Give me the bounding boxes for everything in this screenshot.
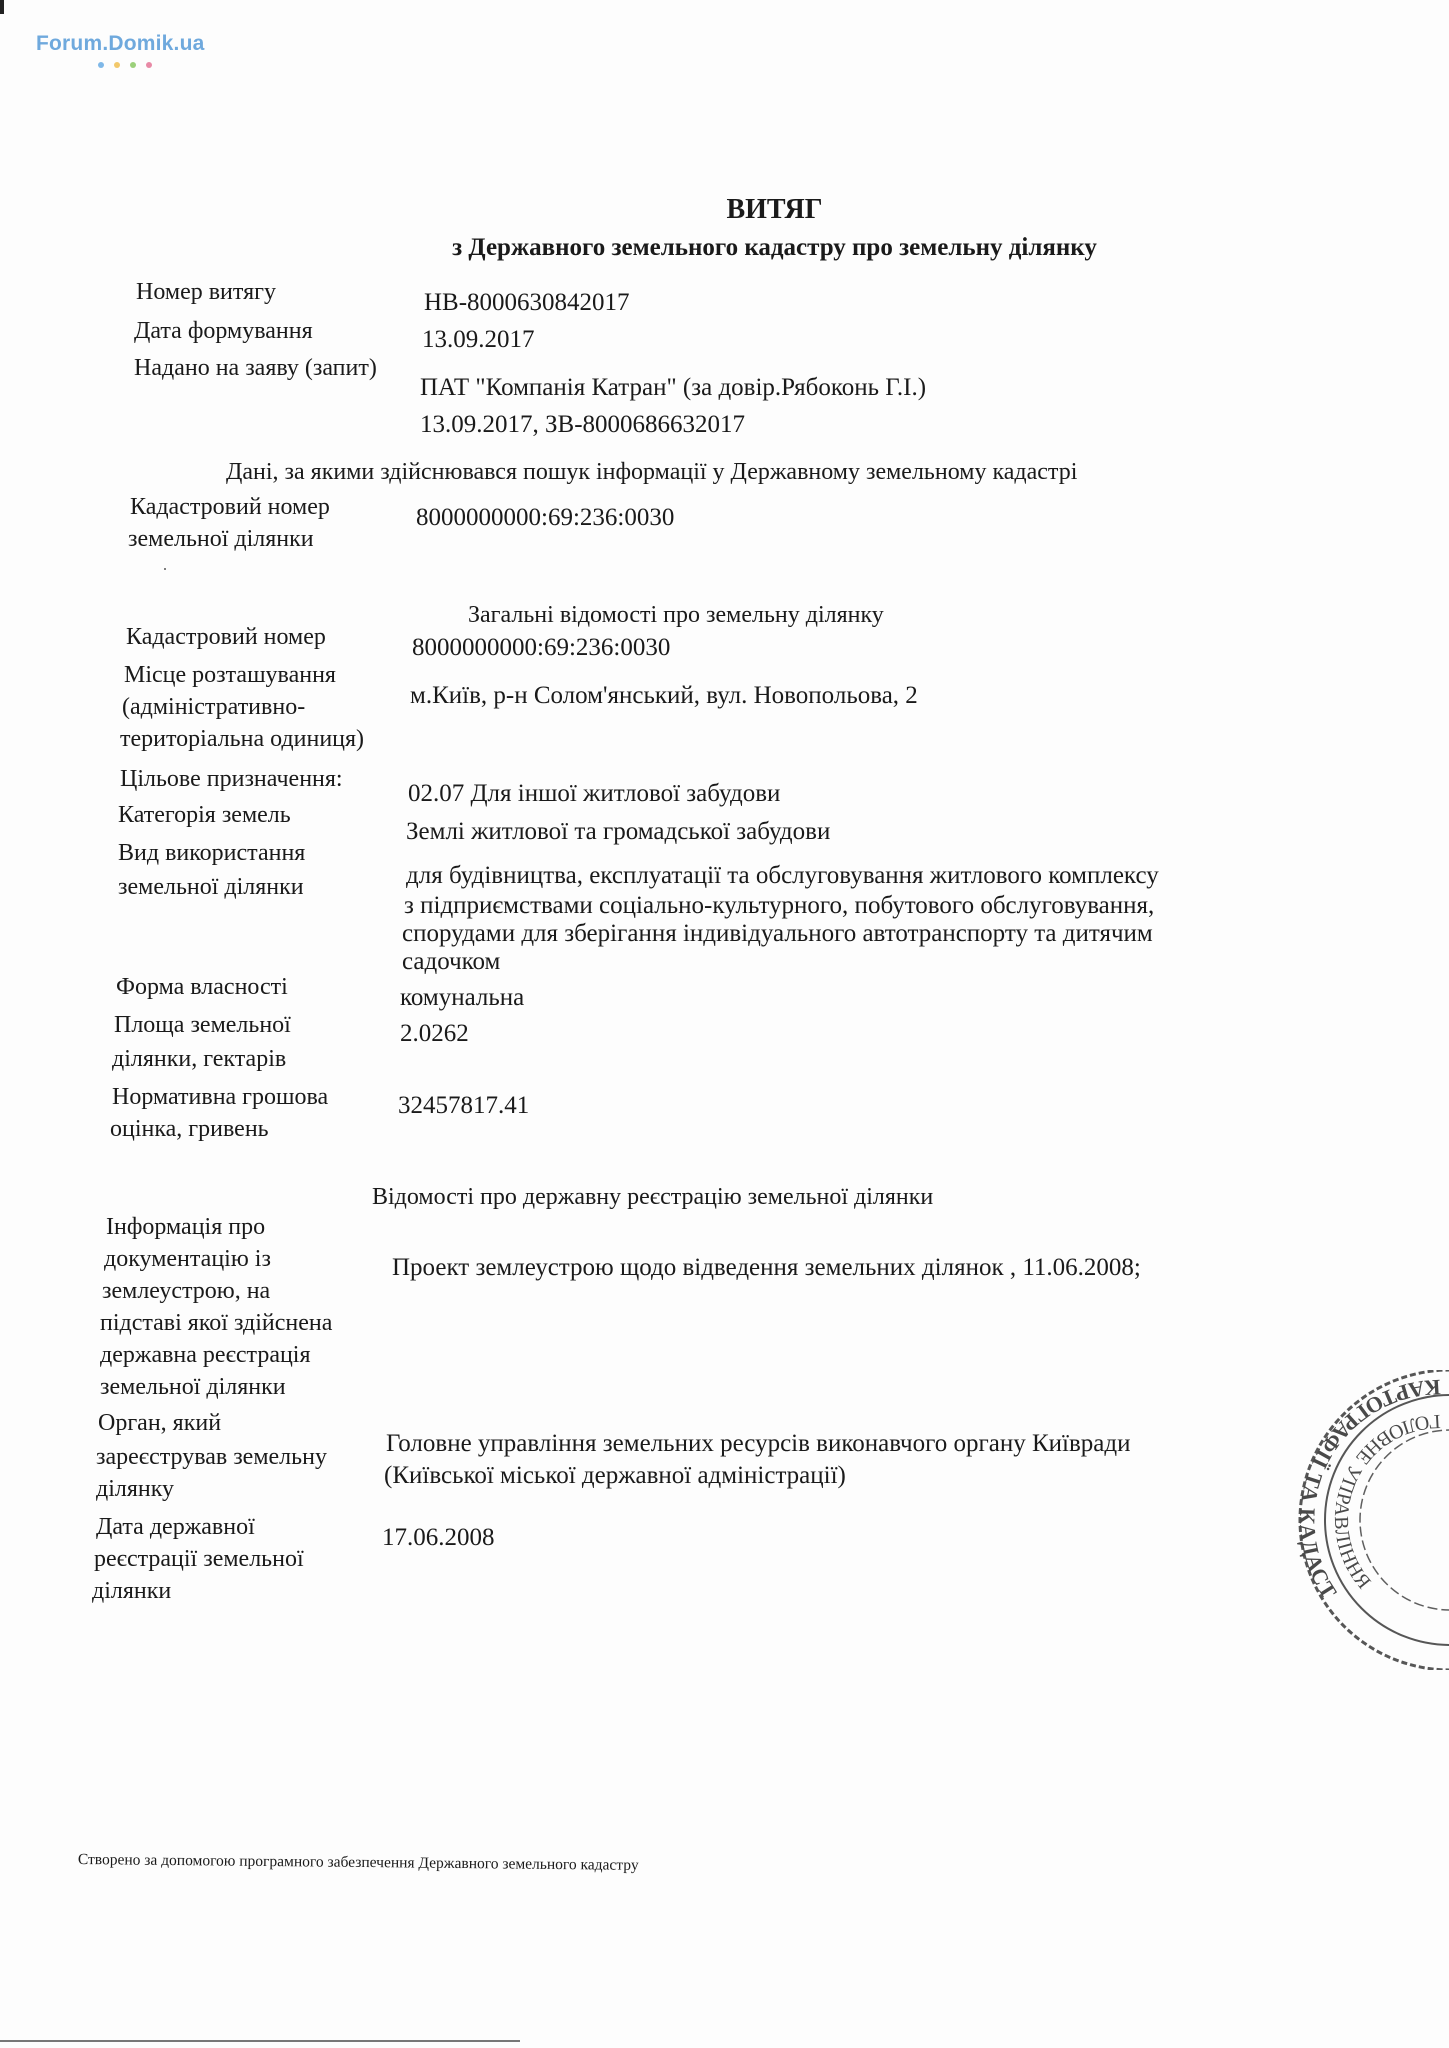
regdate-label-2: реєстрації земельної bbox=[94, 1546, 304, 1572]
category-value: Землі житлової та громадської забудови bbox=[406, 818, 831, 845]
category-label: Категорія земель bbox=[118, 802, 291, 828]
docs-label-5: державна реєстрація bbox=[100, 1342, 311, 1368]
use-label-1: Вид використання bbox=[118, 840, 306, 866]
docs-value: Проект землеустрою щодо відведення земельних ділянок , 11.06.2008; bbox=[392, 1254, 1141, 1281]
forum-watermark bbox=[36, 32, 204, 56]
search-cadastral-value: 8000000000:69:236:0030 bbox=[416, 504, 675, 531]
footer-note: Створено за допомогою програмного забезпечення Державного земельного кадастру bbox=[77, 1851, 639, 1874]
registration-heading: Відомості про державну реєстрацію земельної ділянки bbox=[372, 1184, 934, 1210]
search-cadastral-label-1: Кадастровий номер bbox=[130, 494, 330, 520]
location-label-2: (адміністративно- bbox=[122, 694, 306, 720]
docs-label-3: землеустрою, на bbox=[102, 1278, 271, 1304]
use-label-2: земельної ділянки bbox=[118, 874, 304, 900]
authority-value-line-1: Головне управління земельних ресурсів виконавчого органу Київради bbox=[386, 1430, 1131, 1457]
request-value-line-2: 13.09.2017, ЗВ-8000686632017 bbox=[420, 411, 746, 438]
valuation-value: 32457817.41 bbox=[398, 1092, 530, 1119]
location-value: м.Київ, р-н Солом'янський, вул. Новопольова, 2 bbox=[410, 682, 918, 709]
watermark-dot bbox=[98, 62, 104, 68]
use-value-line-3: спорудами для зберігання індивідуального автотранспорту та дитячим bbox=[402, 920, 1153, 947]
watermark-dot bbox=[146, 62, 152, 68]
regdate-label-1: Дата державної bbox=[96, 1514, 255, 1540]
watermark-dot bbox=[114, 62, 120, 68]
location-label-1: Місце розташування bbox=[124, 662, 336, 688]
general-heading: Загальні відомості про земельну ділянку bbox=[468, 602, 884, 628]
authority-label-1: Орган, який bbox=[98, 1410, 222, 1436]
docs-label-1: Інформація про bbox=[106, 1214, 266, 1240]
docs-label-6: земельної ділянки bbox=[100, 1374, 286, 1400]
regdate-label-3: ділянки bbox=[92, 1578, 172, 1604]
area-label-1: Площа земельної bbox=[114, 1012, 291, 1038]
ownership-value: комунальна bbox=[400, 984, 525, 1011]
extract-date-value: 13.09.2017 bbox=[422, 326, 535, 353]
area-label-2: ділянки, гектарів bbox=[112, 1046, 287, 1072]
location-label-3: територіальна одиниця) bbox=[120, 726, 365, 752]
purpose-value: 02.07 Для іншої житлової забудови bbox=[408, 780, 781, 807]
official-seal-stamp bbox=[1290, 1370, 1449, 1670]
regdate-value: 17.06.2008 bbox=[382, 1524, 495, 1551]
seal-outer-text: КАРТОГРАФІЇ ТА КАДАСТ bbox=[1294, 1374, 1442, 1604]
request-label: Надано на заяву (запит) bbox=[134, 355, 377, 381]
docs-label-4: підставі якої здійснена bbox=[100, 1310, 333, 1336]
valuation-label-2: оцінка, гривень bbox=[110, 1116, 269, 1142]
scan-speck bbox=[164, 568, 166, 570]
search-cadastral-label-2: земельної ділянки bbox=[128, 526, 314, 552]
request-value-line-1: ПАТ "Компанія Катран" (за довір.Рябоконь Г.І.) bbox=[420, 374, 927, 401]
area-value: 2.0262 bbox=[400, 1020, 469, 1047]
use-value-line-2: з підприємствами соціально-культурного, побутового обслуговування, bbox=[404, 892, 1155, 919]
authority-value-line-2: (Київської міської державної адміністрації) bbox=[384, 1462, 846, 1489]
document-title: ВИТЯГ bbox=[726, 194, 823, 225]
general-cadastral-label: Кадастровий номер bbox=[126, 624, 326, 650]
watermark-dots bbox=[98, 62, 168, 72]
purpose-label: Цільове призначення: bbox=[120, 766, 343, 792]
document-subtitle: з Державного земельного кадастру про земельну ділянку bbox=[452, 234, 1097, 261]
seal-inner-text: ГОЛОВНЕ УПРАВЛІННЯ bbox=[1329, 1409, 1442, 1594]
docs-label-2: документацію із bbox=[104, 1246, 271, 1272]
scan-bottom-line bbox=[0, 2040, 520, 2042]
general-cadastral-value: 8000000000:69:236:0030 bbox=[412, 634, 671, 661]
search-heading: Дані, за якими здійснювався пошук інформації у Державному земельному кадастрі bbox=[226, 459, 1078, 485]
ownership-label: Форма власності bbox=[116, 974, 288, 1000]
svg-text:КАРТОГРАФІЇ ТА КАДАСТ bbox=[1295, 1375, 1441, 1604]
use-value-line-4: садочком bbox=[402, 948, 501, 975]
scan-edge-mark bbox=[0, 0, 4, 14]
extract-number-value: НВ-8000630842017 bbox=[424, 289, 630, 316]
watermark-text: Forum.Domik.ua bbox=[36, 32, 205, 55]
valuation-label-1: Нормативна грошова bbox=[112, 1084, 329, 1110]
extract-date-label: Дата формування bbox=[134, 318, 313, 344]
watermark-dot bbox=[130, 62, 136, 68]
extract-number-label: Номер витягу bbox=[136, 279, 276, 305]
use-value-line-1: для будівництва, експлуатації та обслуговування житлового комплексу bbox=[406, 862, 1159, 889]
authority-label-2: зареєстрував земельну bbox=[96, 1444, 327, 1470]
authority-label-3: ділянку bbox=[96, 1476, 175, 1502]
